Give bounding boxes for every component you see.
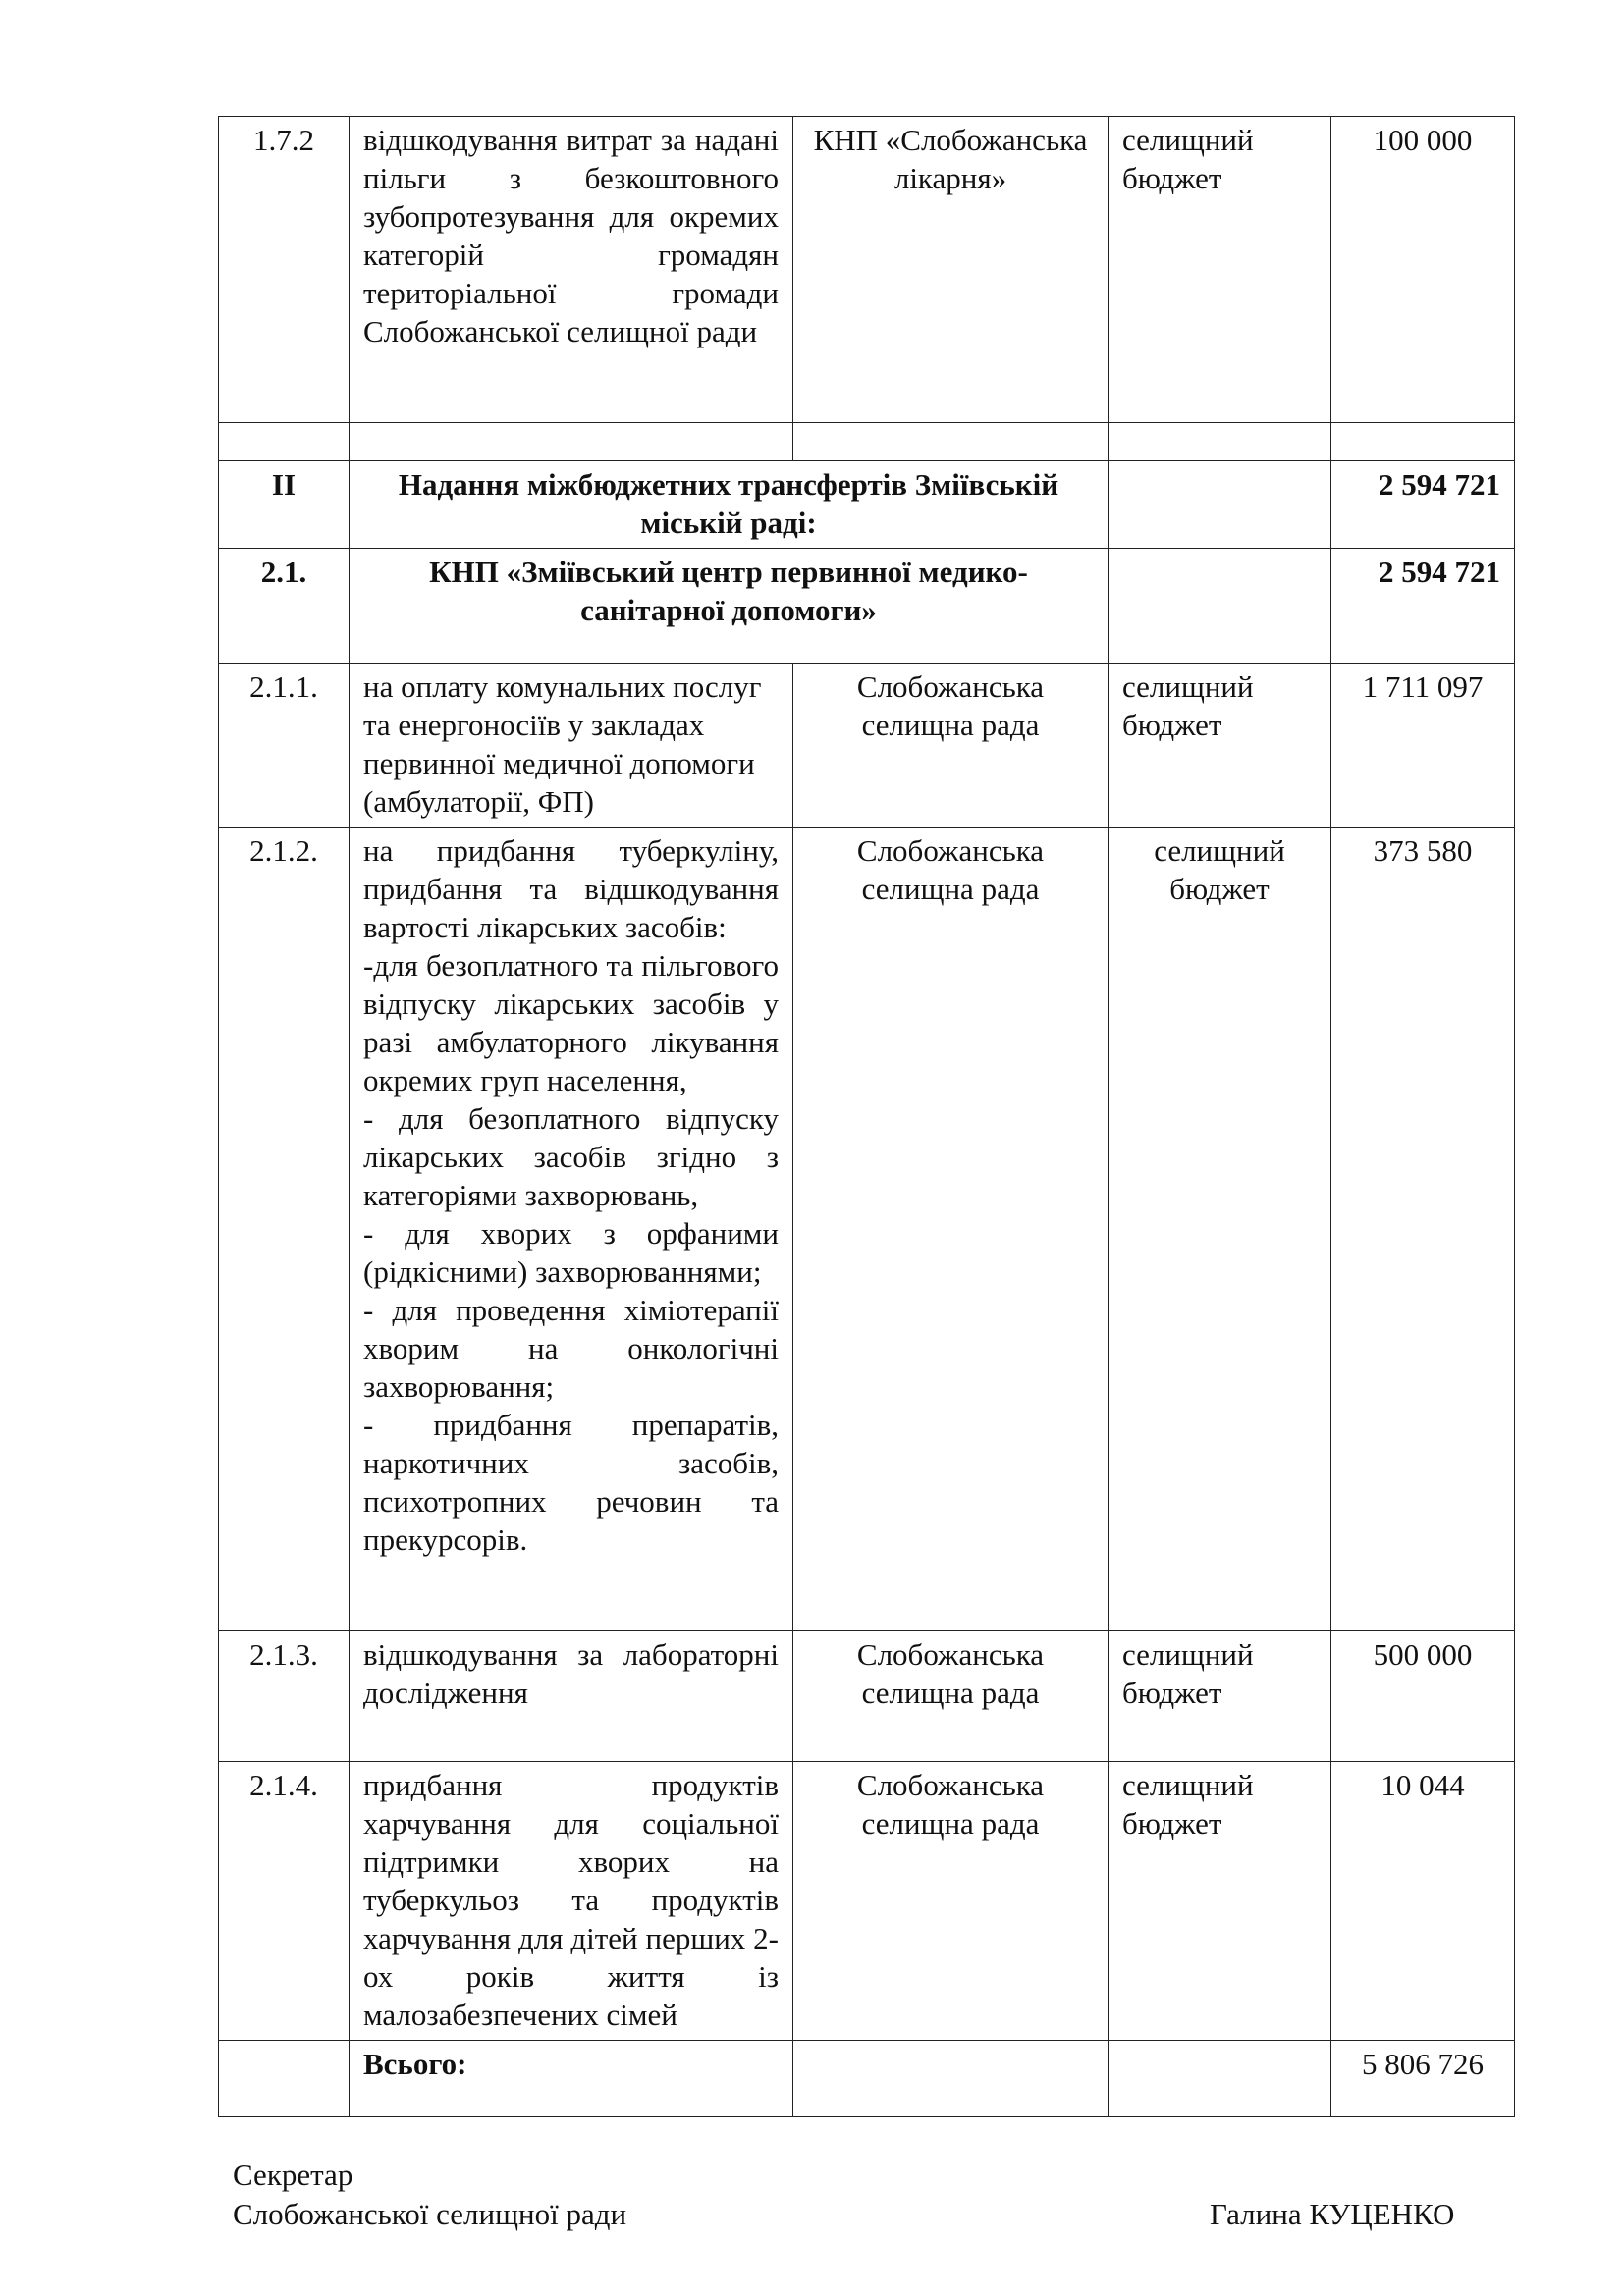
section-amount: 2 594 721 xyxy=(1331,461,1515,549)
row-executor: Слобожанська селищна рада xyxy=(793,1631,1109,1762)
total-amount: 5 806 726 xyxy=(1331,2041,1515,2117)
section-row xyxy=(219,461,1515,549)
row-executor: Слобожанська селищна рада xyxy=(793,828,1109,1631)
table-row-empty xyxy=(219,423,1515,461)
row-amount: 373 580 xyxy=(1331,828,1515,1631)
table-row xyxy=(219,1631,1515,1762)
budget-table xyxy=(218,116,1515,2117)
row-amount: 10 044 xyxy=(1331,1762,1515,2041)
subsection-number: 2.1. xyxy=(219,549,350,664)
subsection-title: КНП «Зміївський центр первинної медико-санітарної допомоги» xyxy=(350,549,1109,664)
subsection-amount: 2 594 721 xyxy=(1331,549,1515,664)
row-funding-source: селищний бюджет xyxy=(1109,1631,1331,1762)
row-amount: 500 000 xyxy=(1331,1631,1515,1762)
subsection-row xyxy=(219,549,1515,664)
row-amount xyxy=(1331,423,1515,461)
row-number: 2.1.2. xyxy=(219,828,350,1631)
row-amount: 100 000 xyxy=(1331,117,1515,423)
signature-organization: Слобожанської селищної ради xyxy=(233,2197,627,2231)
row-funding-source: селищний бюджет xyxy=(1109,117,1331,423)
row-number xyxy=(219,423,350,461)
total-empty-cell xyxy=(219,2041,350,2117)
row-number: 2.1.3. xyxy=(219,1631,350,1762)
row-amount: 1 711 097 xyxy=(1331,664,1515,828)
signature-title: Секретар xyxy=(233,2158,353,2192)
section-title: Надання міжбюджетних трансфертів Зміївській міській раді: xyxy=(350,461,1109,549)
table-row xyxy=(219,117,1515,423)
row-funding-source: селищний бюджет xyxy=(1109,664,1331,828)
row-description: відшкодування за лабораторні дослідження xyxy=(350,1631,793,1762)
row-funding-source xyxy=(1109,423,1331,461)
row-funding-source xyxy=(1109,461,1331,549)
row-description xyxy=(350,423,793,461)
row-description: відшкодування витрат за надані пільги з безкоштовного зубопротезування для окремих категорій громадян територіальної громади Слобожанської селищної ради xyxy=(350,117,793,423)
row-description: придбання продуктів харчування для соціальної підтримки хворих на туберкульоз та продуктів харчування для дітей перших 2-ох років життя із малозабезпечених сімей xyxy=(350,1762,793,2041)
row-description: на придбання туберкуліну, придбання та відшкодування вартості лікарських засобів: -для безоплатного та пільгового відпуску лікарських засобів у разі амбулаторного лікування окремих груп населення, - для безоплатного відпуску лікарських засобів згідно з категоріями захворювань, - для хворих з орфаними (рідкісними) захворюваннями; - для проведення хіміотерапії хворим на онкологічні захворювання; - придбання препаратів, наркотичних засобів, психотропних речовин та прекурсорів. xyxy=(350,828,793,1631)
section-number: II xyxy=(219,461,350,549)
row-funding-source: селищний бюджет xyxy=(1109,1762,1331,2041)
total-empty-cell xyxy=(1109,2041,1331,2117)
row-funding-source xyxy=(1109,549,1331,664)
signature-name: Галина КУЦЕНКО xyxy=(1210,2197,1455,2231)
row-funding-source: селищний бюджет xyxy=(1109,828,1331,1631)
table-row xyxy=(219,1762,1515,2041)
row-number: 1.7.2 xyxy=(219,117,350,423)
table-row xyxy=(219,828,1515,1631)
row-description: на оплату комунальних послуг та енергоносіїв у закладах первинної медичної допомоги (амбулаторії, ФП) xyxy=(350,664,793,828)
row-number: 2.1.1. xyxy=(219,664,350,828)
total-empty-cell xyxy=(793,2041,1109,2117)
row-executor: Слобожанська селищна рада xyxy=(793,664,1109,828)
row-executor: Слобожанська селищна рада xyxy=(793,1762,1109,2041)
row-executor xyxy=(793,423,1109,461)
row-executor: КНП «Слобожанська лікарня» xyxy=(793,117,1109,423)
row-number: 2.1.4. xyxy=(219,1762,350,2041)
total-row xyxy=(219,2041,1515,2117)
total-label: Всього: xyxy=(350,2041,793,2117)
table-row xyxy=(219,664,1515,828)
